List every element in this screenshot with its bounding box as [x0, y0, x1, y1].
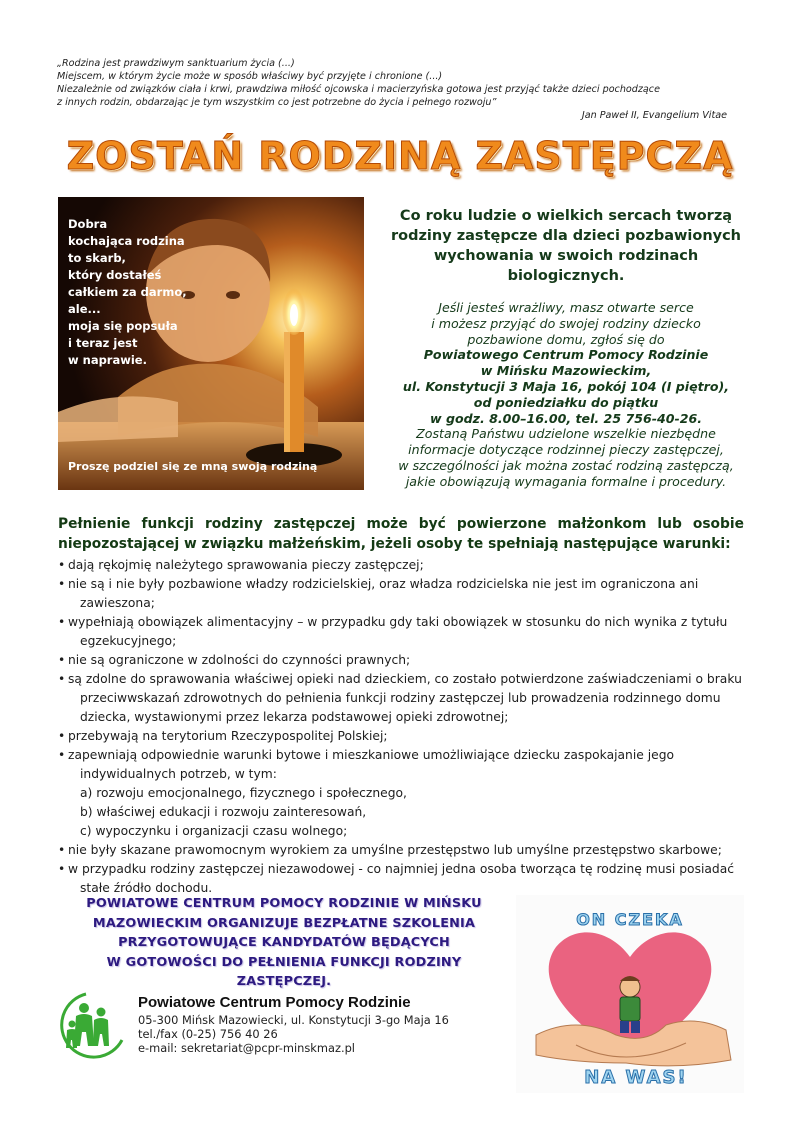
condition-item: • nie są ograniczone w zdolności do czynności prawnych;: [58, 651, 744, 670]
intro-line: i możesz przyjąć do swojej rodziny dziecko: [431, 315, 701, 331]
email-link[interactable]: e-mail: sekretariat@pcpr-minskmaz.pl: [138, 1041, 355, 1055]
training-announcement: [58, 894, 510, 992]
intro-body: [380, 300, 752, 490]
intro-section: [380, 206, 752, 490]
condition-subitem: c) wypoczynku i organizacji czasu wolnego;: [80, 824, 348, 838]
quote-author: Jan Paweł II, Evangelium Vitae: [581, 110, 727, 121]
page-title: ZOSTAŃ RODZINĄ ZASTĘPCZĄ: [66, 134, 734, 178]
intro-line: pozbawione domu, zgłoś się do: [467, 331, 665, 347]
photo-text-line: całkiem za darmo,: [68, 285, 187, 299]
intro-line-bold: Powiatowego Centrum Pomocy Rodzinie: [423, 347, 709, 363]
epigraph-quote: [57, 57, 747, 122]
quote-line: „Rodzina jest prawdziwym sanktuarium życia (...): [57, 58, 295, 69]
cta-line: PRZYGOTOWUJĄCE KANDYDATÓW BĘDĄCYCH: [118, 935, 450, 950]
drawing-top-text: ON CZEKA: [576, 910, 684, 929]
photo-text-line: który dostałeś: [68, 268, 162, 282]
photo-text-line: ale...: [68, 302, 101, 316]
photo-text-line: moja się popsuła: [68, 319, 178, 333]
intro-line-bold: w Mińsku Mazowieckim,: [480, 363, 652, 379]
intro-line-bold: ul. Konstytucji 3 Maja 16, pokój 104 (I piętro),: [402, 378, 730, 394]
condition-item: • dają rękojmię należytego sprawowania pieczy zastępczej;: [58, 556, 744, 575]
photo-text-line: kochająca rodzina: [68, 234, 185, 248]
intro-line: w szczególności jak można zostać rodziną zastępczą,: [398, 457, 734, 473]
conditions-list: [58, 556, 744, 898]
photo-text-line: to skarb,: [68, 251, 126, 265]
address: 05-300 Mińsk Mazowiecki, ul. Konstytucji 3-go Maja 16: [138, 1013, 449, 1027]
contact-block: [138, 993, 449, 1055]
intro-line: Jeśli jesteś wrażliwy, masz otwarte serce: [438, 300, 694, 315]
intro-line: Zostaną Państwu udzielone wszelkie niezbędne: [416, 426, 716, 442]
condition-item: • nie są i nie były pozbawione władzy rodzicielskiej, oraz władza rodzicielska nie jest im ograniczona ani zawieszona;: [58, 575, 744, 613]
condition-item: • są zdolne do sprawowania właściwej opieki nad dzieckiem, co zostało potwierdzone zaświadczeniami o braku przeciwwskazań zdrowotnych do pełnienia funkcji rodziny zastępczej lub prowadzenia rodzinnego domu dziecka, wystawionymi przez lekarza podstawowej opieki zdrowotnej;: [58, 670, 744, 727]
quote-line: z innych rodzin, obdarzając je tym wszystkim co jest potrzebne do życia i pełnego rozwoju”: [57, 97, 497, 108]
quote-line: Niezależnie od związków ciała i krwi, prawdziwa miłość ojcowska i macierzyńska gotowa jest przyjąć także dzieci pochodzące: [57, 84, 660, 95]
cta-line: W GOTOWOŚCI DO PEŁNIENIA FUNKCJI RODZINY ZASTĘPCZEJ.: [106, 954, 462, 989]
intro-line: informacje dotyczące rodzinnej pieczy zastępczej,: [408, 442, 724, 458]
organization-name: Powiatowe Centrum Pomocy Rodzinie: [138, 994, 411, 1011]
photo-caption: Proszę podziel się ze mną swoją rodziną: [68, 460, 318, 473]
quote-line: Miejscem, w którym życie może w sposób właściwy być przyjęte i chronione (...): [57, 71, 443, 82]
condition-item: • nie były skazane prawomocnym wyrokiem za umyślne przestępstwo lub umyślne przestępstwo skarbowe;: [58, 841, 744, 860]
conditions-intro: Pełnienie funkcji rodziny zastępczej może być powierzone małżonkom lub osobie niepozostającej w związku małżeńskim, jeżeli osoby te spełniają następujące warunki:: [58, 516, 744, 552]
condition-item: • przebywają na terytorium Rzeczypospolitej Polskiej;: [58, 727, 744, 746]
intro-heading: Co roku ludzie o wielkich sercach tworzą rodziny zastępcze dla dzieci pozbawionych wychowania w swoich rodzinach biologicznych.: [390, 208, 742, 284]
intro-line-bold: od poniedziałku do piątku: [473, 394, 659, 410]
cta-line: POWIATOWE CENTRUM POMOCY RODZINIE W MIŃSKU: [86, 896, 482, 911]
phone: tel./fax (0-25) 756 40 26: [138, 1027, 278, 1041]
cta-line: MAZOWIECKIM ORGANIZUJE BEZPŁATNE SZKOLENIA: [92, 915, 476, 931]
heart-hands-drawing: [516, 895, 744, 1093]
drawing-bottom-text: NA WAS!: [584, 1067, 688, 1088]
condition-item: • wypełniają obowiązek alimentacyjny – w przypadku gdy taki obowiązek w stosunku do nich wynika z tytułu egzekucyjnego;: [58, 613, 744, 651]
intro-line: jakie obowiązują wymagania formalne i procedury.: [405, 473, 727, 489]
photo-text-line: w naprawie.: [68, 353, 147, 367]
condition-item: • zapewniają odpowiednie warunki bytowe i mieszkaniowe umożliwiające dziecku zaspokajanie jego indywidualnych potrzeb, w tym: a) rozwoju emocjonalnego, fizycznego i społecznego, b) właściwej edukacji i rozwoju zainteresowań, c) wypoczynku i organizacji czasu wolnego;: [58, 746, 744, 841]
condition-subitem: b) właściwej edukacji i rozwoju zainteresowań,: [80, 805, 367, 819]
pcpr-logo: [56, 988, 134, 1060]
photo-text-line: Dobra: [68, 217, 108, 231]
conditions-section: [58, 515, 744, 898]
child-candle-photo: [58, 197, 364, 490]
intro-line-bold: w godz. 8.00–16.00, tel. 25 756-40-26.: [429, 410, 703, 426]
photo-text-line: i teraz jest: [68, 336, 138, 350]
condition-subitem: a) rozwoju emocjonalnego, fizycznego i społecznego,: [80, 786, 407, 800]
condition-item: • w przypadku rodziny zastępczej niezawodowej - co najmniej jedna osoba tworząca tę rodzinę musi posiadać stałe źródło dochodu.: [58, 860, 744, 898]
